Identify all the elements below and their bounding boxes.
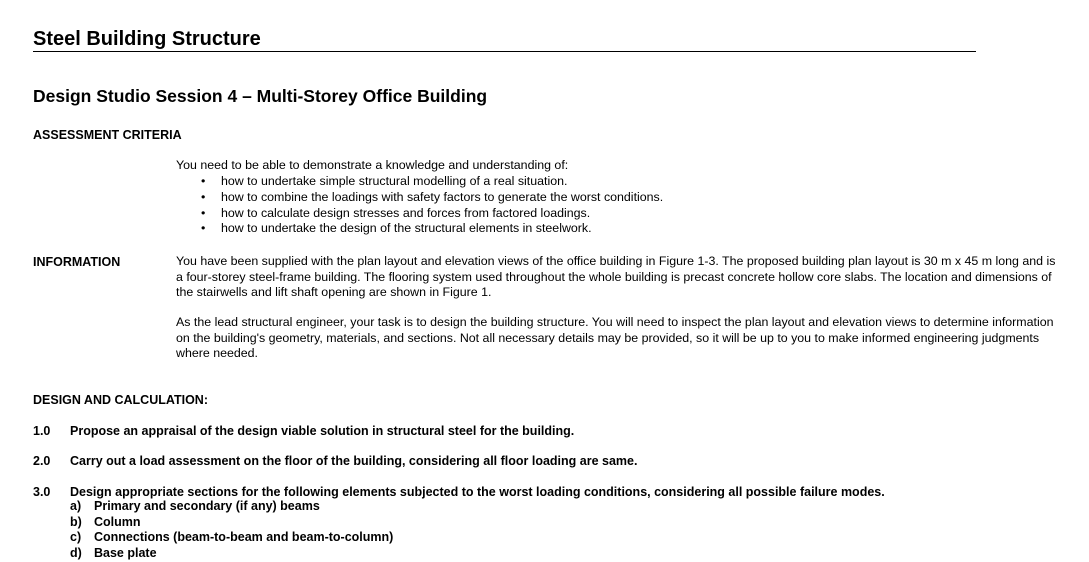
information-paragraph-1: You have been supplied with the plan layout and elevation views of the office building in Figure 1-3. The proposed building plan layout is 30 m x 45 m long and is a four-storey steel-frame building. The flooring system used throughout the whole building is precast concrete hollow core slabs. The location and dimensions of the stairwells and lift shaft opening are shown in Figure 1. [176,254,1056,300]
list-item: • how to undertake the design of the structural elements in steelwork. [201,221,592,236]
bullet-icon: • [201,205,206,220]
task-number: 2.0 [33,454,51,468]
bullet-icon: • [201,189,206,204]
list-item: a) Primary and secondary (if any) beams [70,499,320,513]
list-item: d) Base plate [70,545,157,560]
information-paragraph-2: As the lead structural engineer, your task is to design the building structure. You will need to inspect the plan layout and elevation views to determine information on the building's geometry, materials, and sections. Not all necessary details may be provided, so it will be up to you to make informed engineering judgments where needed. [176,315,1054,361]
information-label: INFORMATION [33,255,121,269]
list-item: • how to combine the loadings with safety factors to generate the worst conditions. [201,189,664,204]
document-title: Steel Building Structure [33,28,261,50]
assessment-bullet-list [176,174,663,237]
list-item: • how to undertake simple structural modelling of a real situation. [201,174,568,188]
task-text: Carry out a load assessment on the floor of the building, considering all floor loading are same. [70,454,638,468]
session-title: Design Studio Session 4 – Multi-Storey Office Building [33,86,488,106]
design-calculation-label: DESIGN AND CALCULATION: [33,393,208,407]
task-number: 1.0 [33,424,51,438]
list-item: c) Connections (beam-to-beam and beam-to-column) [70,530,394,545]
bullet-icon: • [201,221,206,236]
task-number: 3.0 [33,485,51,499]
assessment-intro: You need to be able to demonstrate a knowledge and understanding of: [176,158,569,172]
bullet-icon: • [201,174,206,188]
title-underline-divider [33,51,976,52]
task-3-sublist [70,499,393,561]
list-item: • how to calculate design stresses and forces from factored loadings. [201,205,591,220]
task-text: Propose an appraisal of the design viable solution in structural steel for the building. [70,424,575,438]
task-text: Design appropriate sections for the following elements subjected to the worst loading conditions, considering all possible failure modes. [70,485,885,499]
assessment-criteria-label: ASSESSMENT CRITERIA [33,128,182,142]
list-item: b) Column [70,514,141,529]
